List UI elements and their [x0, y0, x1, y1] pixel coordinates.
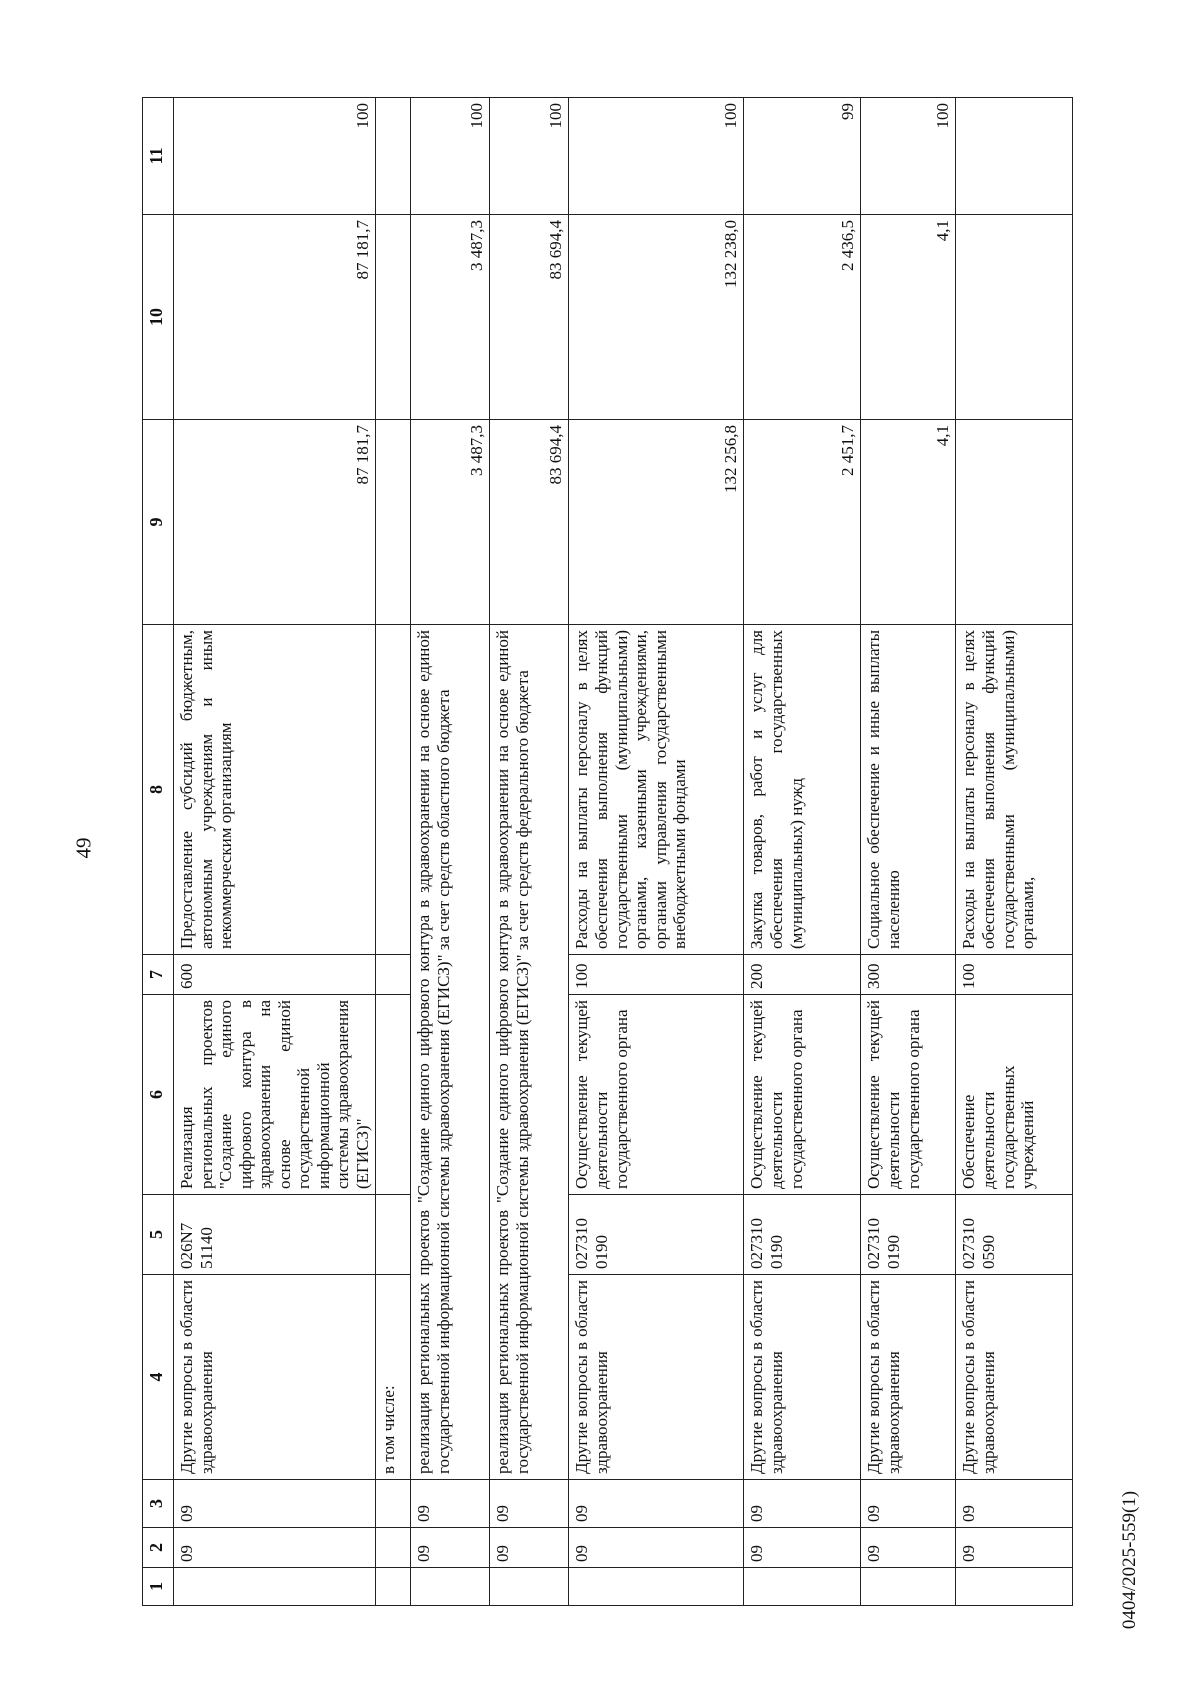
- cell-executed: 3 487,3: [411, 215, 490, 420]
- cell-planned: 87 181,7: [174, 420, 376, 625]
- cell-col2: 09: [744, 1528, 861, 1568]
- cell-col1: [376, 1568, 411, 1606]
- col-header-8: 8: [143, 625, 174, 955]
- cell-expense-name: Закупка товаров, работ и услуг для обеспечения государственных (муниципальных) нужд: [744, 625, 861, 955]
- cell-col1: [861, 1568, 956, 1606]
- table-row: [744, 98, 861, 1606]
- cell-col11: [376, 98, 411, 215]
- cell-expense-type: 100: [956, 955, 1073, 995]
- table-row: [569, 98, 744, 1606]
- cell-col7: [376, 955, 411, 995]
- cell-percent: 100: [174, 98, 376, 215]
- cell-target-code: 027310 0190: [569, 1195, 744, 1275]
- cell-col1: [744, 1568, 861, 1606]
- cell-col3: 09: [861, 1480, 956, 1528]
- cell-including-label: в том числе:: [376, 1275, 411, 1480]
- cell-col2: 09: [569, 1528, 744, 1568]
- col-header-3: 3: [143, 1480, 174, 1528]
- page-number: 49: [71, 837, 96, 859]
- cell-percent: 100: [861, 98, 956, 215]
- table-row: [174, 98, 376, 1606]
- cell-executed: [956, 215, 1073, 420]
- cell-merged-description: реализация региональных проектов "Создание единого цифрового контура в здравоохранении на основе единой государственной информационной системы здравоохранения (ЕГИСЗ)" за счет средств федерального бюджета: [490, 625, 569, 1480]
- cell-expense-type: 600: [174, 955, 376, 995]
- cell-planned: 83 694,4: [490, 420, 569, 625]
- cell-percent: 100: [490, 98, 569, 215]
- cell-col3: 09: [174, 1480, 376, 1528]
- budget-table: [142, 97, 1073, 1606]
- cell-col8: [376, 625, 411, 955]
- cell-planned: 4,1: [861, 420, 956, 625]
- cell-planned: 3 487,3: [411, 420, 490, 625]
- cell-col1: [569, 1568, 744, 1606]
- cell-planned: [956, 420, 1073, 625]
- cell-planned: 2 451,7: [744, 420, 861, 625]
- cell-col9: [376, 420, 411, 625]
- col-header-7: 7: [143, 955, 174, 995]
- cell-expense-name: Расходы на выплаты персоналу в целях обеспечения выполнения функций государственными (муниципальными) органами,: [956, 625, 1073, 955]
- cell-col3: 09: [956, 1480, 1073, 1528]
- cell-col2: 09: [956, 1528, 1073, 1568]
- cell-executed: 83 694,4: [490, 215, 569, 420]
- cell-target-code: 027310 0190: [861, 1195, 956, 1275]
- cell-col5: [376, 1195, 411, 1275]
- cell-expense-name: Расходы на выплаты персоналу в целях обеспечения выполнения функций государственными (муниципальными) органами, казенными учреждениями, органами управления государственными внебюджетными фондами: [569, 625, 744, 955]
- cell-article-name: Обеспечение деятельности государственных учреждений: [956, 995, 1073, 1195]
- col-header-2: 2: [143, 1528, 174, 1568]
- cell-target-code: 027310 0590: [956, 1195, 1073, 1275]
- cell-section-name: Другие вопросы в области здравоохранения: [744, 1275, 861, 1480]
- table-row: [490, 98, 569, 1606]
- cell-col3: 09: [744, 1480, 861, 1528]
- col-header-10: 10: [143, 215, 174, 420]
- cell-target-code: 026N7 51140: [174, 1195, 376, 1275]
- cell-col2: 09: [490, 1528, 569, 1568]
- cell-col3: [376, 1480, 411, 1528]
- header-row: [143, 98, 174, 1606]
- col-header-4: 4: [143, 1275, 174, 1480]
- cell-col1: [956, 1568, 1073, 1606]
- cell-col3: 09: [569, 1480, 744, 1528]
- cell-executed: 4,1: [861, 215, 956, 420]
- col-header-11: 11: [143, 98, 174, 215]
- cell-percent: 100: [411, 98, 490, 215]
- cell-expense-type: 100: [569, 955, 744, 995]
- cell-section-name: Другие вопросы в области здравоохранения: [861, 1275, 956, 1480]
- cell-expense-type: 200: [744, 955, 861, 995]
- cell-col1: [411, 1568, 490, 1606]
- cell-article-name: Осуществление текущей деятельности государственного органа: [861, 995, 956, 1195]
- cell-col2: 09: [174, 1528, 376, 1568]
- cell-target-code: 027310 0190: [744, 1195, 861, 1275]
- table-row: [956, 98, 1073, 1606]
- cell-percent: 99: [744, 98, 861, 215]
- col-header-9: 9: [143, 420, 174, 625]
- cell-article-name: Осуществление текущей деятельности государственного органа: [744, 995, 861, 1195]
- col-header-1: 1: [143, 1568, 174, 1606]
- cell-col1: [490, 1568, 569, 1606]
- cell-expense-type: 300: [861, 955, 956, 995]
- cell-article-name: Реализация региональных проектов "Создание единого цифрового контура в здравоохранении на основе единой государственной информационной системы здравоохранения (ЕГИСЗ)": [174, 995, 376, 1195]
- cell-planned: 132 256,8: [569, 420, 744, 625]
- cell-percent: [956, 98, 1073, 215]
- cell-percent: 100: [569, 98, 744, 215]
- cell-article-name: Осуществление текущей деятельности государственного органа: [569, 995, 744, 1195]
- cell-col2: [376, 1528, 411, 1568]
- document-code: 0404/2025-559(1): [1119, 1490, 1140, 1630]
- cell-section-name: Другие вопросы в области здравоохранения: [174, 1275, 376, 1480]
- table-row: [861, 98, 956, 1606]
- cell-col10: [376, 215, 411, 420]
- cell-expense-name: Предоставление субсидий бюджетным, автономным учреждениям и иным некоммерческим организациям: [174, 625, 376, 955]
- cell-col1: [174, 1568, 376, 1606]
- cell-col3: 09: [411, 1480, 490, 1528]
- col-header-6: 6: [143, 995, 174, 1195]
- cell-executed: 87 181,7: [174, 215, 376, 420]
- budget-table-wrapper: [142, 98, 1102, 1606]
- cell-section-name: Другие вопросы в области здравоохранения: [569, 1275, 744, 1480]
- cell-col2: 09: [861, 1528, 956, 1568]
- cell-merged-description: реализация региональных проектов "Создание единого цифрового контура в здравоохранении на основе единой государственной информационной системы здравоохранения (ЕГИСЗ)" за счет средств областного бюджета: [411, 625, 490, 1480]
- cell-col2: 09: [411, 1528, 490, 1568]
- cell-executed: 2 436,5: [744, 215, 861, 420]
- table-row: [411, 98, 490, 1606]
- cell-executed: 132 238,0: [569, 215, 744, 420]
- col-header-5: 5: [143, 1195, 174, 1275]
- cell-section-name: Другие вопросы в области здравоохранения: [956, 1275, 1073, 1480]
- table-row-label: [376, 98, 411, 1606]
- cell-col6: [376, 995, 411, 1195]
- cell-col3: 09: [490, 1480, 569, 1528]
- cell-expense-name: Социальное обеспечение и иные выплаты населению: [861, 625, 956, 955]
